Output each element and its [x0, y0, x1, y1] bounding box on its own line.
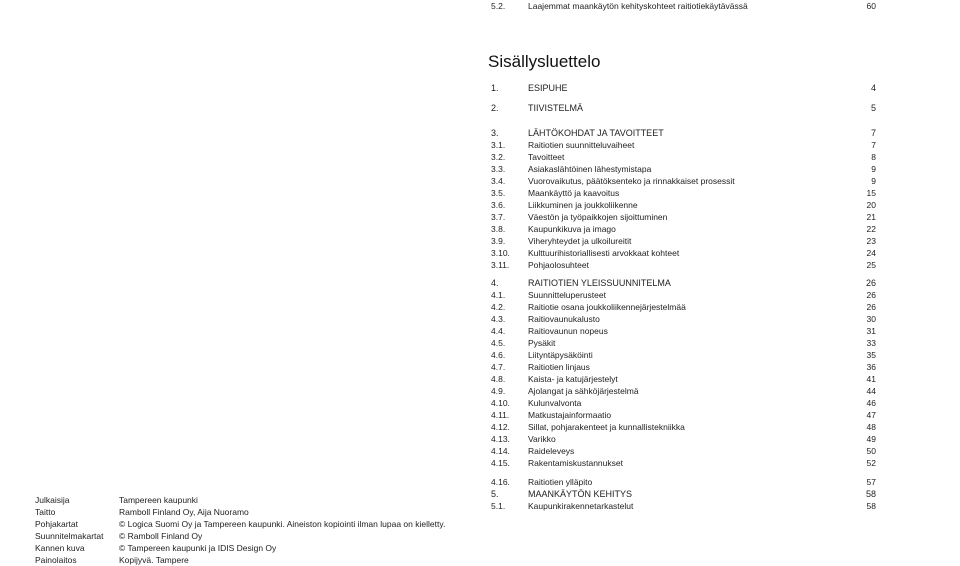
colophon-value: Kopijyvä. Tampere — [119, 555, 189, 565]
toc-entry-label: Raitiotien ylläpito — [528, 477, 593, 487]
toc-entry-number: 4.13. — [491, 434, 510, 444]
colophon-value: © Tampereen kaupunki ja IDIS Design Oy — [119, 543, 277, 553]
toc-entry-page: 52 — [866, 458, 876, 468]
colophon-key: Kannen kuva — [35, 543, 85, 553]
toc-entry-label: LÄHTÖKOHDAT JA TAVOITTEET — [528, 128, 664, 138]
colophon-value: Ramboll Finland Oy, Aija Nuoramo — [119, 507, 249, 517]
toc-entry-number: 4.3. — [491, 314, 506, 324]
toc-entry-page: 8 — [871, 152, 876, 162]
toc-entry — [488, 325, 880, 337]
toc-entry-page: 31 — [866, 326, 876, 336]
toc-entry-page: 26 — [866, 302, 876, 312]
colophon-value: © Logica Suomi Oy ja Tampereen kaupunki. Aineiston kopiointi ilman lupaa on kielletty. — [119, 519, 446, 529]
toc-entry — [488, 151, 880, 163]
toc-entry — [488, 0, 880, 12]
toc-entry-page: 57 — [866, 477, 876, 487]
toc-entry — [488, 199, 880, 211]
toc-entry — [488, 476, 880, 488]
colophon-key: Taitto — [35, 507, 56, 517]
toc-entry-number: 3. — [491, 128, 499, 138]
toc-entry-page: 5 — [870, 103, 876, 113]
toc-entry-page: 4 — [870, 83, 876, 93]
toc-entry-label: Kaista- ja katujärjestelyt — [528, 374, 618, 384]
toc-entry — [488, 259, 880, 271]
toc-entry-label: Raitiotie osana joukkoliikennejärjestelmää — [528, 302, 686, 312]
toc-entry-label: Liikkuminen ja joukkoliikenne — [528, 200, 638, 210]
toc-entry-number: 3.8. — [491, 224, 506, 234]
toc-entry — [488, 163, 880, 175]
toc-entry-number: 4.6. — [491, 350, 506, 360]
toc-entry — [488, 301, 880, 313]
toc-entry-page: 20 — [866, 200, 876, 210]
toc-entry — [488, 457, 880, 469]
toc-entry-number: 3.11. — [491, 260, 510, 270]
toc-entry-page: 58 — [866, 501, 876, 511]
toc-entry-number: 4.9. — [491, 386, 506, 396]
toc-entry-number: 4.1. — [491, 290, 506, 300]
toc-entry-page: 60 — [866, 1, 876, 11]
toc-entry — [488, 409, 880, 421]
toc-entry-page: 26 — [866, 290, 876, 300]
toc-entry-label: Raitiotien suunnitteluvaiheet — [528, 140, 635, 150]
toc-entry-label: Väestön ja työpaikkojen sijoittuminen — [528, 212, 668, 222]
toc-entry-page: 58 — [865, 489, 876, 499]
toc-entry-label: ESIPUHE — [528, 83, 568, 93]
colophon-row — [35, 530, 455, 542]
toc-entry-page: 7 — [870, 128, 876, 138]
toc-entry-number: 3.10. — [491, 248, 510, 258]
toc-entry — [488, 277, 880, 289]
toc-entry-number: 3.2. — [491, 152, 506, 162]
toc-entry-number: 3.4. — [491, 176, 506, 186]
toc-entry-page: 46 — [866, 398, 876, 408]
toc-entry-label: Kulttuurihistoriallisesti arvokkaat kohteet — [528, 248, 680, 258]
toc-entry-page: 44 — [866, 386, 876, 396]
toc-entry-number: 4.16. — [491, 477, 510, 487]
toc-entry — [488, 289, 880, 301]
toc-entry-page: 26 — [865, 278, 876, 288]
toc-entry-number: 4.4. — [491, 326, 506, 336]
toc-entry-label: Viheryhteydet ja ulkoilureitit — [528, 236, 632, 246]
toc-entry-number: 4.8. — [491, 374, 506, 384]
toc-entry-number: 4.14. — [491, 446, 510, 456]
toc-entry-page: 41 — [866, 374, 876, 384]
colophon-row — [35, 518, 455, 530]
colophon-key: Pohjakartat — [35, 519, 78, 529]
colophon-key: Painolaitos — [35, 555, 77, 565]
toc-entry-label: TIIVISTELMÄ — [528, 103, 584, 113]
toc-entry-label: Kaupunkirakennetarkastelut — [528, 501, 634, 511]
toc-entry-page: 24 — [866, 248, 876, 258]
toc-entry-label: MAANKÄYTÖN KEHITYS — [528, 489, 633, 499]
toc-entry-number: 4.11. — [491, 410, 510, 420]
toc-entry-page: 50 — [866, 446, 876, 456]
toc-entry-number: 4.2. — [491, 302, 506, 312]
toc-entry-page: 30 — [866, 314, 876, 324]
toc-entry-number: 4.7. — [491, 362, 506, 372]
toc-entry — [488, 373, 880, 385]
toc-entry — [488, 102, 880, 114]
toc-entry-label: Varikko — [528, 434, 556, 444]
toc-entry-label: Maankäyttö ja kaavoitus — [528, 188, 620, 198]
toc-entry-label: Ajolangat ja sähköjärjestelmä — [528, 386, 639, 396]
colophon-key: Julkaisija — [35, 495, 70, 505]
toc-entry-label: Asiakaslähtöinen lähestymistapa — [528, 164, 652, 174]
colophon-row — [35, 494, 455, 506]
toc-entry-label: Liityntäpysäköinti — [528, 350, 593, 360]
toc-entry — [488, 349, 880, 361]
toc-entry-number: 4. — [491, 278, 499, 288]
toc-entry — [488, 397, 880, 409]
colophon-row — [35, 554, 455, 566]
toc-entry-number: 5. — [491, 489, 499, 499]
toc-entry-page: 15 — [866, 188, 876, 198]
toc-entry — [488, 488, 880, 500]
toc-entry-number: 3.7. — [491, 212, 506, 222]
toc-entry — [488, 127, 880, 139]
toc-entry — [488, 211, 880, 223]
toc-entry-number: 5.2. — [491, 1, 506, 11]
toc-entry-label: Suunnitteluperusteet — [528, 290, 606, 300]
toc-entry — [488, 445, 880, 457]
toc-entry-label: Raideleveys — [528, 446, 575, 456]
toc-entry — [488, 139, 880, 151]
toc-entry-number: 4.5. — [491, 338, 506, 348]
toc-entry-number: 4.15. — [491, 458, 510, 468]
toc-entry-label: Matkustajainformaatio — [528, 410, 612, 420]
toc-entry-page: 25 — [866, 260, 876, 270]
toc-entry — [488, 313, 880, 325]
toc-entry-number: 2. — [491, 103, 499, 113]
toc-entry-label: Raitiotien linjaus — [528, 362, 590, 372]
toc-entry — [488, 223, 880, 235]
toc-entry — [488, 433, 880, 445]
toc-entry-label: Sillat, pohjarakenteet ja kunnallistekniikka — [528, 422, 685, 432]
toc-entry — [488, 421, 880, 433]
colophon-key: Suunnitelmakartat — [35, 531, 104, 541]
toc-entry-page: 22 — [866, 224, 876, 234]
toc-entry — [488, 337, 880, 349]
toc-entry-label: Raitiovaunun nopeus — [528, 326, 608, 336]
toc-entry-page: 9 — [871, 164, 876, 174]
toc-entry — [488, 500, 880, 512]
toc-entry-page: 7 — [871, 140, 876, 150]
toc-entry — [488, 235, 880, 247]
toc-entry — [488, 247, 880, 259]
toc-entry-page: 47 — [866, 410, 876, 420]
colophon-row — [35, 506, 455, 518]
toc-entry-page: 36 — [866, 362, 876, 372]
toc-entry — [488, 187, 880, 199]
toc-entry-number: 4.12. — [491, 422, 510, 432]
toc-entry-page: 48 — [866, 422, 876, 432]
toc-entry-label: Laajemmat maankäytön kehityskohteet raitiotiekäytävässä — [528, 1, 748, 11]
toc-entry-label: RAITIOTIEN YLEISSUUNNITELMA — [528, 278, 671, 288]
toc-entry — [488, 385, 880, 397]
toc-entry-number: 3.5. — [491, 188, 506, 198]
toc-entry-label: Pysäkit — [528, 338, 556, 348]
toc-entry-number: 5.1. — [491, 501, 506, 511]
toc-entry-number: 1. — [491, 83, 499, 93]
toc-entry-label: Tavoitteet — [528, 152, 565, 162]
toc-entry-label: Kaupunkikuva ja imago — [528, 224, 616, 234]
toc-entry — [488, 175, 880, 187]
toc-entry-label: Rakentamiskustannukset — [528, 458, 623, 468]
toc-entry — [488, 361, 880, 373]
toc-entry — [488, 82, 880, 94]
toc-entry-label: Kulunvalvonta — [528, 398, 582, 408]
colophon-value: Tampereen kaupunki — [119, 495, 198, 505]
toc-entry-page: 49 — [866, 434, 876, 444]
page-title: Sisällysluettelo — [488, 52, 601, 71]
toc-entry-page: 23 — [866, 236, 876, 246]
toc-entry-page: 9 — [871, 176, 876, 186]
colophon-row — [35, 542, 455, 554]
toc-entry-label: Vuorovaikutus, päätöksenteko ja rinnakkaiset prosessit — [528, 176, 735, 186]
toc-entry-label: Pohjaolosuhteet — [528, 260, 589, 270]
colophon-value: © Ramboll Finland Oy — [119, 531, 203, 541]
toc-entry-number: 4.10. — [491, 398, 510, 408]
toc-entry-number: 3.1. — [491, 140, 506, 150]
toc-entry-label: Raitiovaunukalusto — [528, 314, 600, 324]
toc-entry-page: 33 — [866, 338, 876, 348]
toc-entry-page: 35 — [866, 350, 876, 360]
toc-entry-number: 3.6. — [491, 200, 506, 210]
toc-entry-page: 21 — [866, 212, 876, 222]
toc-entry-number: 3.3. — [491, 164, 506, 174]
toc-entry-number: 3.9. — [491, 236, 506, 246]
